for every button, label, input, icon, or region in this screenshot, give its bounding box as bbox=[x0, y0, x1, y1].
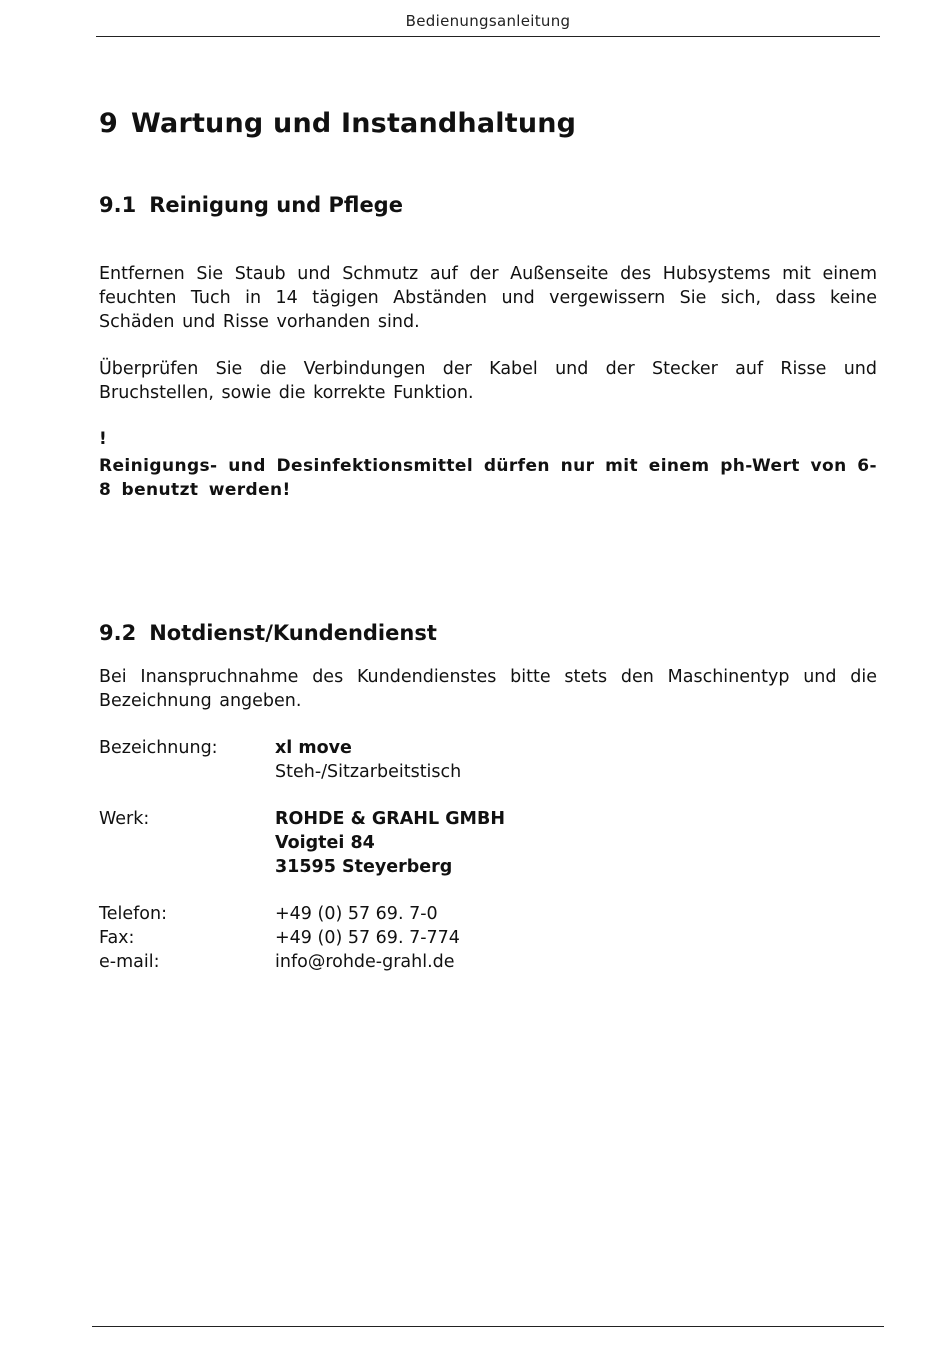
factory-city: 31595 Steyerberg bbox=[275, 857, 453, 877]
chapter-title: Wartung und Instandhaltung bbox=[131, 108, 577, 139]
service-paragraph: Bei Inanspruchnahme des Kundendienstes bitte stets den Maschinentyp und die Bezeichnung angeben. bbox=[99, 667, 877, 711]
email-address: info@rohde-grahl.de bbox=[275, 952, 455, 972]
phone-number: +49 (0) 57 69. 7-0 bbox=[275, 904, 438, 924]
designation-name: xl move bbox=[275, 738, 352, 758]
running-header: Bedienungsanleitung bbox=[405, 12, 571, 30]
section-title: Reinigung und Pflege bbox=[149, 193, 403, 217]
factory-company: ROHDE & GRAHL GMBH bbox=[275, 809, 505, 829]
section-number: 9.1 bbox=[99, 193, 137, 217]
footer-rule bbox=[92, 1326, 884, 1327]
header-rule bbox=[96, 36, 880, 37]
cleaning-paragraph: Entfernen Sie Staub und Schmutz auf der Außenseite des Hubsystems mit einem feuchten Tuch in 14 tägigen Abständen und vergewissern Sie sich, dass keine Schäden und Risse vorhanden sind. bbox=[99, 264, 877, 332]
designation-description: Steh-/Sitzarbeitstisch bbox=[275, 762, 462, 782]
section-title: Notdienst/Kundendienst bbox=[149, 621, 437, 645]
warning-text: Reinigungs- und Desinfektionsmittel dürfen nur mit einem ph-Wert von 6-8 benutzt werden! bbox=[99, 456, 877, 500]
fax-label: Fax: bbox=[99, 928, 135, 948]
section-number: 9.2 bbox=[99, 621, 137, 645]
designation-label: Bezeichnung: bbox=[99, 738, 218, 758]
section-heading-cleaning bbox=[99, 193, 403, 217]
factory-street: Voigtei 84 bbox=[275, 833, 375, 853]
warning-mark: ! bbox=[99, 429, 107, 449]
phone-label: Telefon: bbox=[99, 904, 167, 924]
chapter-number: 9 bbox=[99, 108, 118, 139]
factory-label: Werk: bbox=[99, 809, 150, 829]
section-heading-service bbox=[99, 621, 437, 645]
inspection-paragraph: Überprüfen Sie die Verbindungen der Kabel und der Stecker auf Risse und Bruchstellen, sowie die korrekte Funktion. bbox=[99, 359, 877, 403]
email-label: e-mail: bbox=[99, 952, 160, 972]
chapter-heading bbox=[99, 108, 576, 139]
fax-number: +49 (0) 57 69. 7-774 bbox=[275, 928, 460, 948]
